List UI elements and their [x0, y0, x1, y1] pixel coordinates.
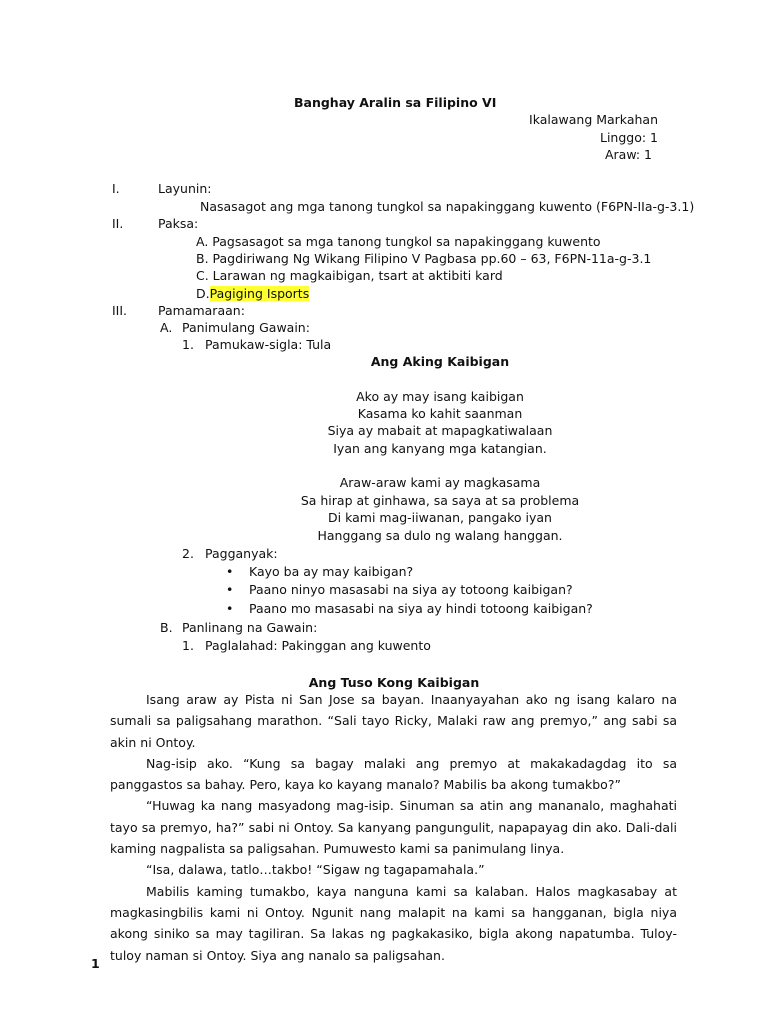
story-paragraph: Nag-isip ako. “Kung sa bagay malaki ang premyo at makakadagdag ito sa panggastos sa bahay. Pero, kaya ko kayang manalo? Mabilis ba akong tumakbo?” [110, 755, 677, 793]
step-b1-number: 1. [182, 638, 194, 653]
quarter-label: Ikalawang Markahan [529, 112, 658, 127]
bullet-icon: • [226, 601, 234, 616]
highlighted-topic: Pagiging Isports [209, 286, 310, 301]
poem-title: Ang Aking Kaibigan [370, 354, 510, 369]
subsection-b-letter: B. [160, 620, 173, 635]
poem-line: Kasama ko kahit saanman [357, 406, 523, 421]
question-item: Kayo ba ay may kaibigan? [249, 564, 414, 579]
step-a2-label: Pagganyak: [205, 546, 278, 561]
story-body [110, 689, 677, 966]
objective-text: Nasasagot ang mga tanong tungkol sa napakinggang kuwento (F6PN-IIa-g-3.1) [200, 199, 695, 214]
section-label-paksa: Paksa: [158, 216, 199, 231]
poem-line: Di kami mag-iiwanan, pangako iyan [328, 510, 552, 525]
bullet-icon: • [226, 564, 234, 579]
poem-line: Araw-araw kami ay magkasama [339, 475, 541, 490]
week-label: Linggo: 1 [599, 130, 658, 145]
section-number-1: I. [112, 181, 120, 196]
question-item: Paano ninyo masasabi na siya ay totoong kaibigan? [249, 582, 573, 597]
subsection-b-label: Panlinang na Gawain: [182, 620, 318, 635]
step-a2-number: 2. [182, 546, 194, 561]
story-paragraph: Isang araw ay Pista ni San Jose sa bayan. Inaanyayahan ako ng isang kalaro na sumali sa paligsahang marathon. “Sali tayo Ricky, Malaki raw ang premyo,” ang sabi sa akin ni Ontoy. [110, 692, 677, 750]
story-title: Ang Tuso Kong Kaibigan [308, 675, 480, 690]
story-paragraph: Mabilis kaming tumakbo, kaya nanguna kami sa kalaban. Halos magkasabay at magkasingbilis kami ni Ontoy. Ngunit nang malapit na kami sa hangganan, bigla niya akong siniko sa may tagiliran. Sa lakas ng pagkakasiko, bigla akong napatumba. Tuloy-tuloy naman si Ontoy. Siya ang nanalo sa paligsahan. [110, 883, 677, 963]
day-label: Araw: 1 [604, 147, 652, 162]
subsection-a-label: Panimulang Gawain: [182, 320, 310, 335]
paksa-item-b: B. Pagdiriwang Ng Wikang Filipino V Pagbasa pp.60 – 63, F6PN-11a-g-3.1 [196, 251, 652, 266]
page-number: 1 [91, 956, 100, 971]
poem-line: Iyan ang kanyang mga katangian. [333, 441, 547, 456]
paksa-item-d-prefix: D. [196, 286, 210, 301]
section-label-layunin: Layunin: [158, 181, 212, 196]
poem-line: Siya ay mabait at mapagkatiwalaan [327, 423, 553, 438]
section-label-pamamaraan: Pamamaraan: [158, 303, 245, 318]
poem-line: Sa hirap at ginhawa, sa saya at sa problema [300, 493, 580, 508]
story-paragraph: “Isa, dalawa, tatlo…takbo! “Sigaw ng tagapamahala.” [146, 862, 485, 878]
story-paragraph: “Huwag ka nang masyadong mag-isip. Sinuman sa atin ang mananalo, maghahati tayo sa premyo, ha?” sabi ni Ontoy. Sa kanyang pangungulit, napapayag din ako. Dali-dali kaming nagpalista sa paligsahan. Pumuwesto kami sa panimulang linya. [110, 798, 677, 857]
poem-line: Ako ay may isang kaibigan [356, 389, 524, 404]
step-a1-number: 1. [182, 337, 194, 352]
step-a1-label: Pamukaw-sigla: Tula [205, 337, 332, 352]
bullet-icon: • [226, 582, 234, 597]
poem-line: Hanggang sa dulo ng walang hanggan. [317, 528, 563, 543]
paksa-item-d [196, 285, 309, 302]
paksa-item-a: A. Pagsasagot sa mga tanong tungkol sa napakinggang kuwento [196, 234, 601, 249]
subsection-a-letter: A. [160, 320, 173, 335]
section-number-2: II. [112, 216, 124, 231]
paksa-item-c: C. Larawan ng magkaibigan, tsart at aktibiti kard [196, 268, 503, 283]
step-b1-label: Paglalahad: Pakinggan ang kuwento [205, 638, 431, 653]
document-title: Banghay Aralin sa Filipino VI [294, 95, 497, 110]
question-item: Paano mo masasabi na siya ay hindi totoong kaibigan? [249, 601, 593, 616]
section-number-3: III. [112, 303, 128, 318]
